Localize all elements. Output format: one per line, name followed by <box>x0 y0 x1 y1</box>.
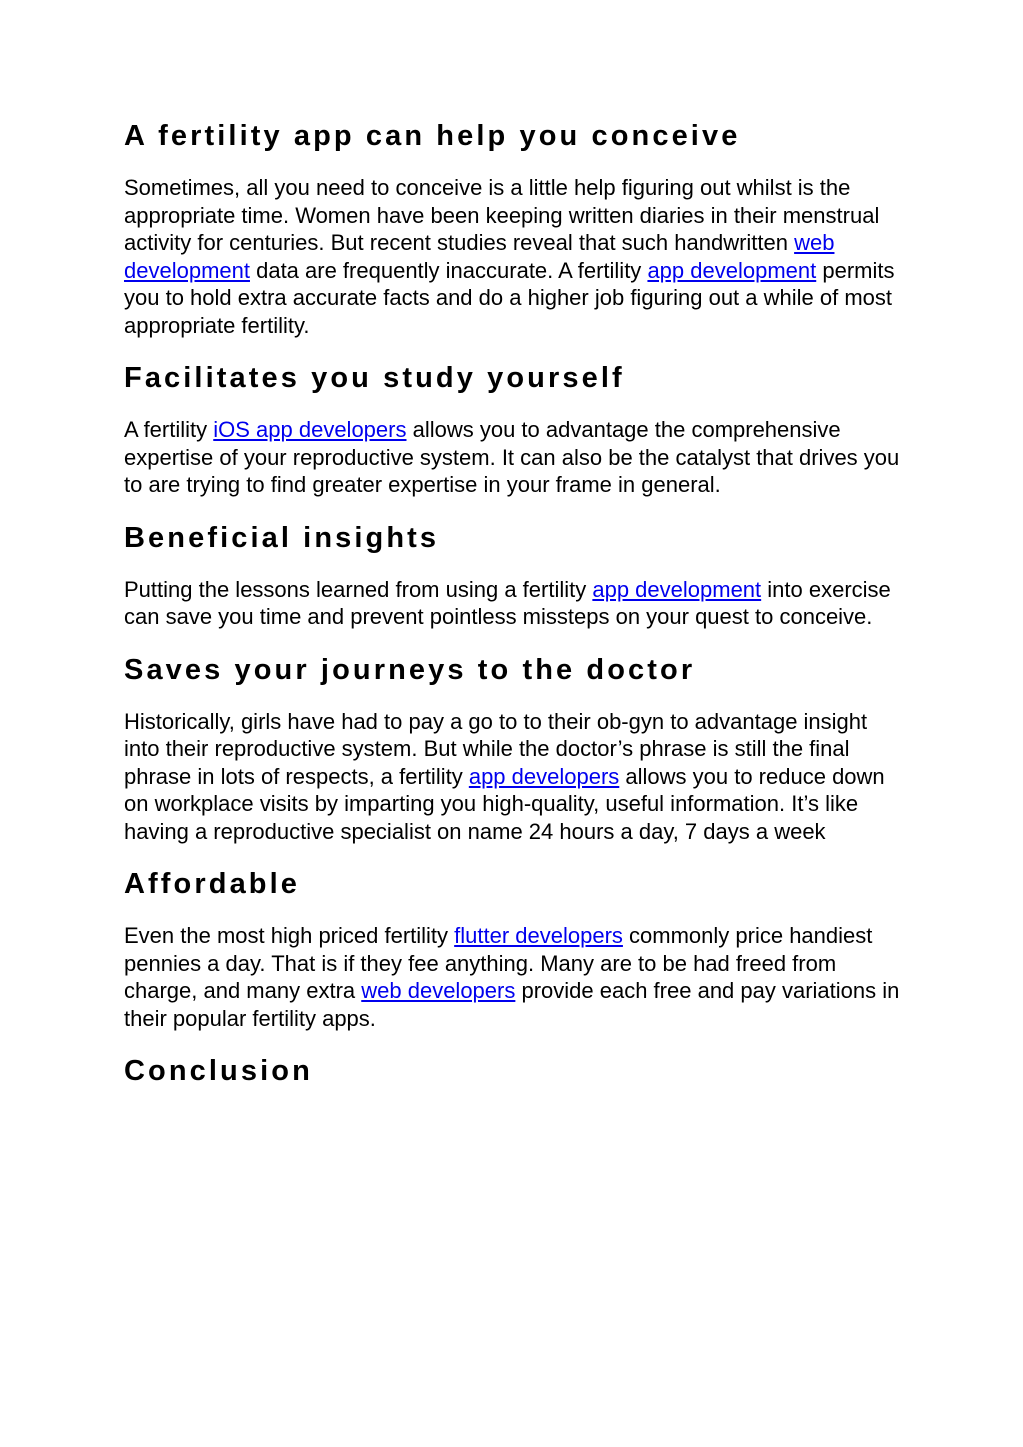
section-paragraph <box>124 576 904 631</box>
paragraph-text: provide each free and pay variations in their popular fertility apps. <box>124 978 900 1031</box>
paragraph-text: Putting the lessons learned from using a fertility <box>124 576 593 602</box>
paragraph-text: permits you to hold extra accurate facts and do a higher job figuring out a while of most appropriate fertility. <box>124 257 895 338</box>
ios-app-developers-link[interactable]: iOS app developers <box>213 417 407 442</box>
document-page <box>124 118 904 1109</box>
web-developers-link[interactable]: web developers <box>361 978 516 1003</box>
paragraph-text: Historically, girls have had to pay a go to to their ob-gyn to advantage insight into their reproductive system. But while the doctor’s phrase is still the final phrase in lots of respects, a fertility <box>124 708 868 789</box>
section-study-yourself <box>124 360 904 499</box>
section-conceive <box>124 118 904 339</box>
section-paragraph <box>124 174 904 339</box>
paragraph-text: allows you to reduce down on workplace visits by imparting you high-quality, useful information. It’s like having a reproductive specialist on name 24 hours a day, 7 days a week <box>124 763 885 844</box>
section-heading: Conclusion <box>124 1055 313 1087</box>
section-heading: Facilitates you study yourself <box>124 362 625 394</box>
section-heading: Beneficial insights <box>124 521 440 554</box>
section-heading: Affordable <box>124 868 300 900</box>
section-heading: Saves your journeys to the doctor <box>124 653 696 686</box>
section-beneficial-insights <box>124 520 904 631</box>
section-doctor-journeys <box>124 652 904 846</box>
paragraph-text: data are frequently inaccurate. A fertility <box>249 257 648 283</box>
paragraph-text: Even the most high priced fertility <box>124 923 455 948</box>
section-conclusion <box>124 1053 904 1089</box>
web-development-link[interactable]: web development <box>124 230 835 283</box>
app-development-link[interactable]: app development <box>647 257 817 283</box>
section-paragraph <box>124 708 904 846</box>
app-developers-link[interactable]: app developers <box>468 763 620 789</box>
app-development-link[interactable]: app development <box>592 576 762 602</box>
paragraph-text: Sometimes, all you need to conceive is a little help figuring out whilst is the appropriate time. Women have been keeping written diaries in their menstrual activity for centuries. But recent studies reveal that such handwritten <box>124 175 880 255</box>
section-affordable <box>124 866 904 1032</box>
paragraph-text: A fertility <box>124 417 214 442</box>
paragraph-text: commonly price handiest pennies a day. That is if they fee anything. Many are to be had freed from charge, and many extra <box>124 923 873 1003</box>
section-paragraph <box>124 922 904 1032</box>
section-paragraph <box>124 416 904 499</box>
flutter-developers-link[interactable]: flutter developers <box>454 923 623 948</box>
paragraph-text: allows you to advantage the comprehensive expertise of your reproductive system. It can also be the catalyst that drives you to are trying to find greater expertise in your frame in general. <box>124 417 900 497</box>
section-heading: A fertility app can help you conceive <box>124 120 741 152</box>
paragraph-text: into exercise can save you time and prevent pointless missteps on your quest to conceive. <box>124 576 891 629</box>
